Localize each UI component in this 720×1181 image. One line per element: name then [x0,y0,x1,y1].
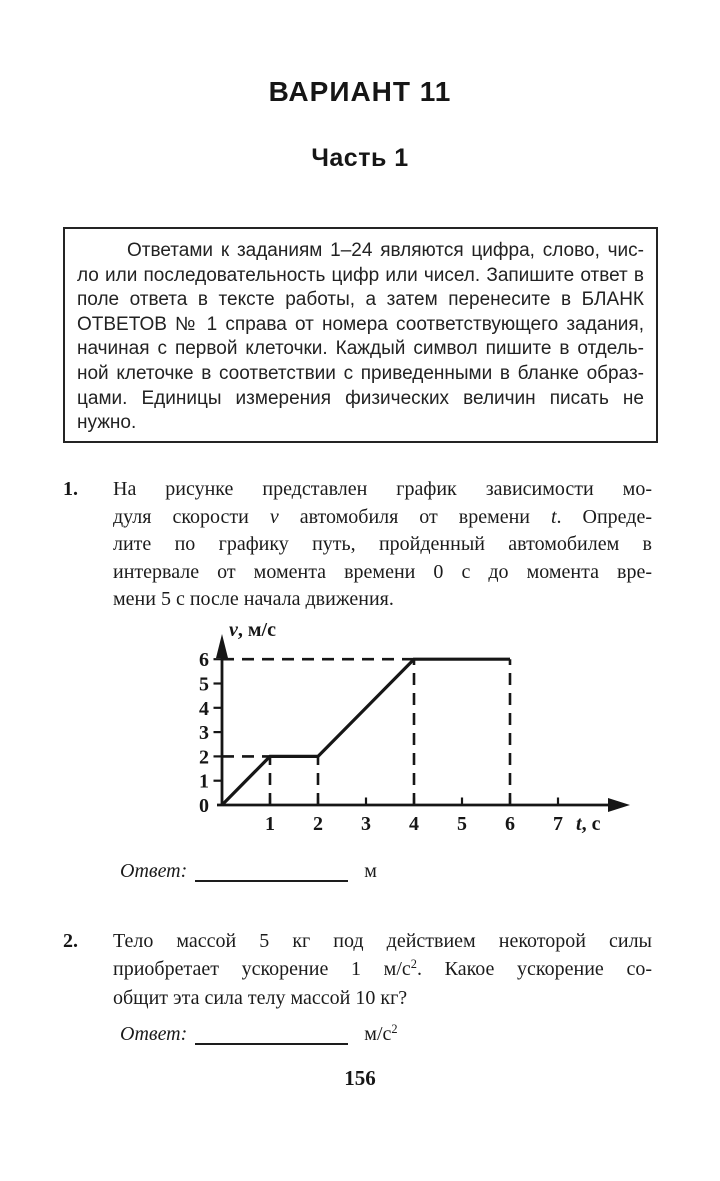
text-line: Тело массой 5 кг под действием некоторой силы [113,930,652,952]
text-line: мени 5 с после начала движения. [113,588,394,611]
svg-text:1: 1 [199,770,209,793]
svg-text:v, м/с: v, м/с [229,619,276,641]
svg-text:0: 0 [199,795,209,817]
text-line: лите по графику путь, пройденный автомобилем в [113,533,652,556]
svg-text:5: 5 [199,673,209,696]
svg-text:t, с: t, с [576,813,601,835]
answer-unit-1: м [364,860,377,882]
problem-2-text [113,928,652,1013]
answer-label-2: Ответ: [120,1023,188,1045]
part-title: Часть 1 [311,144,409,172]
page-number: 156 [344,1066,376,1090]
svg-text:2: 2 [199,746,209,769]
velocity-time-graph [183,608,643,853]
svg-text:6: 6 [199,649,209,672]
svg-text:7: 7 [553,813,563,835]
svg-text:4: 4 [199,697,209,720]
text-line: цами. Единицы измерения физических величин писать не [77,387,644,409]
text-line: ной клеточке в соответствии с приведенными в бланке образ- [77,362,644,384]
answer-unit-2: $м/с^2$ [364,1022,398,1045]
svg-text:2: 2 [313,813,323,835]
text-line: общит эта сила телу массой 10 кг? [113,987,408,1010]
svg-text:3: 3 [361,813,371,835]
problem-1-text [113,476,652,614]
text-line: На рисунке представлен график зависимости мо- [113,478,652,500]
svg-text:1: 1 [265,813,275,835]
answer-label-1: Ответ: [120,860,188,882]
problem-number-2: 2. [63,930,78,952]
text-line: Ответами к заданиям 1–24 являются цифра, слово, чис- [127,240,644,261]
velocity-time-graph-svg [183,608,643,853]
text-line: интервале от момента времени 0 с до момента вре- [113,560,652,583]
svg-text:5: 5 [457,813,467,835]
svg-text:6: 6 [505,813,515,835]
text-line: нужно. [77,412,137,434]
problem-number-1: 1. [63,478,78,500]
answer-blank-2 [195,1042,348,1045]
answer-row-1 [120,860,377,892]
text-line: поле ответа в тексте работы, а затем перенесите в БЛАНК [77,289,644,311]
svg-text:4: 4 [409,813,419,835]
instructions-text [77,239,644,436]
answer-row-2 [120,1023,398,1055]
text-line: приобретает ускорение 1 $м/с^2$. Какое ускорение со- [113,956,652,980]
text-line: ло или последовательность цифр или чисел. Запишите ответ в [77,264,644,286]
instructions-box [63,227,658,443]
text-line: начиная с первой клеточки. Каждый символ пишите в отдель- [77,338,644,360]
variant-title: ВАРИАНТ 11 [268,76,452,107]
text-line: дуля скорости v автомобиля от времени t. Опреде- [113,505,652,528]
svg-text:3: 3 [199,722,209,745]
answer-blank-1 [195,879,348,882]
text-line: ОТВЕТОВ № 1 справа от номера соответствующего задания, [77,313,644,335]
